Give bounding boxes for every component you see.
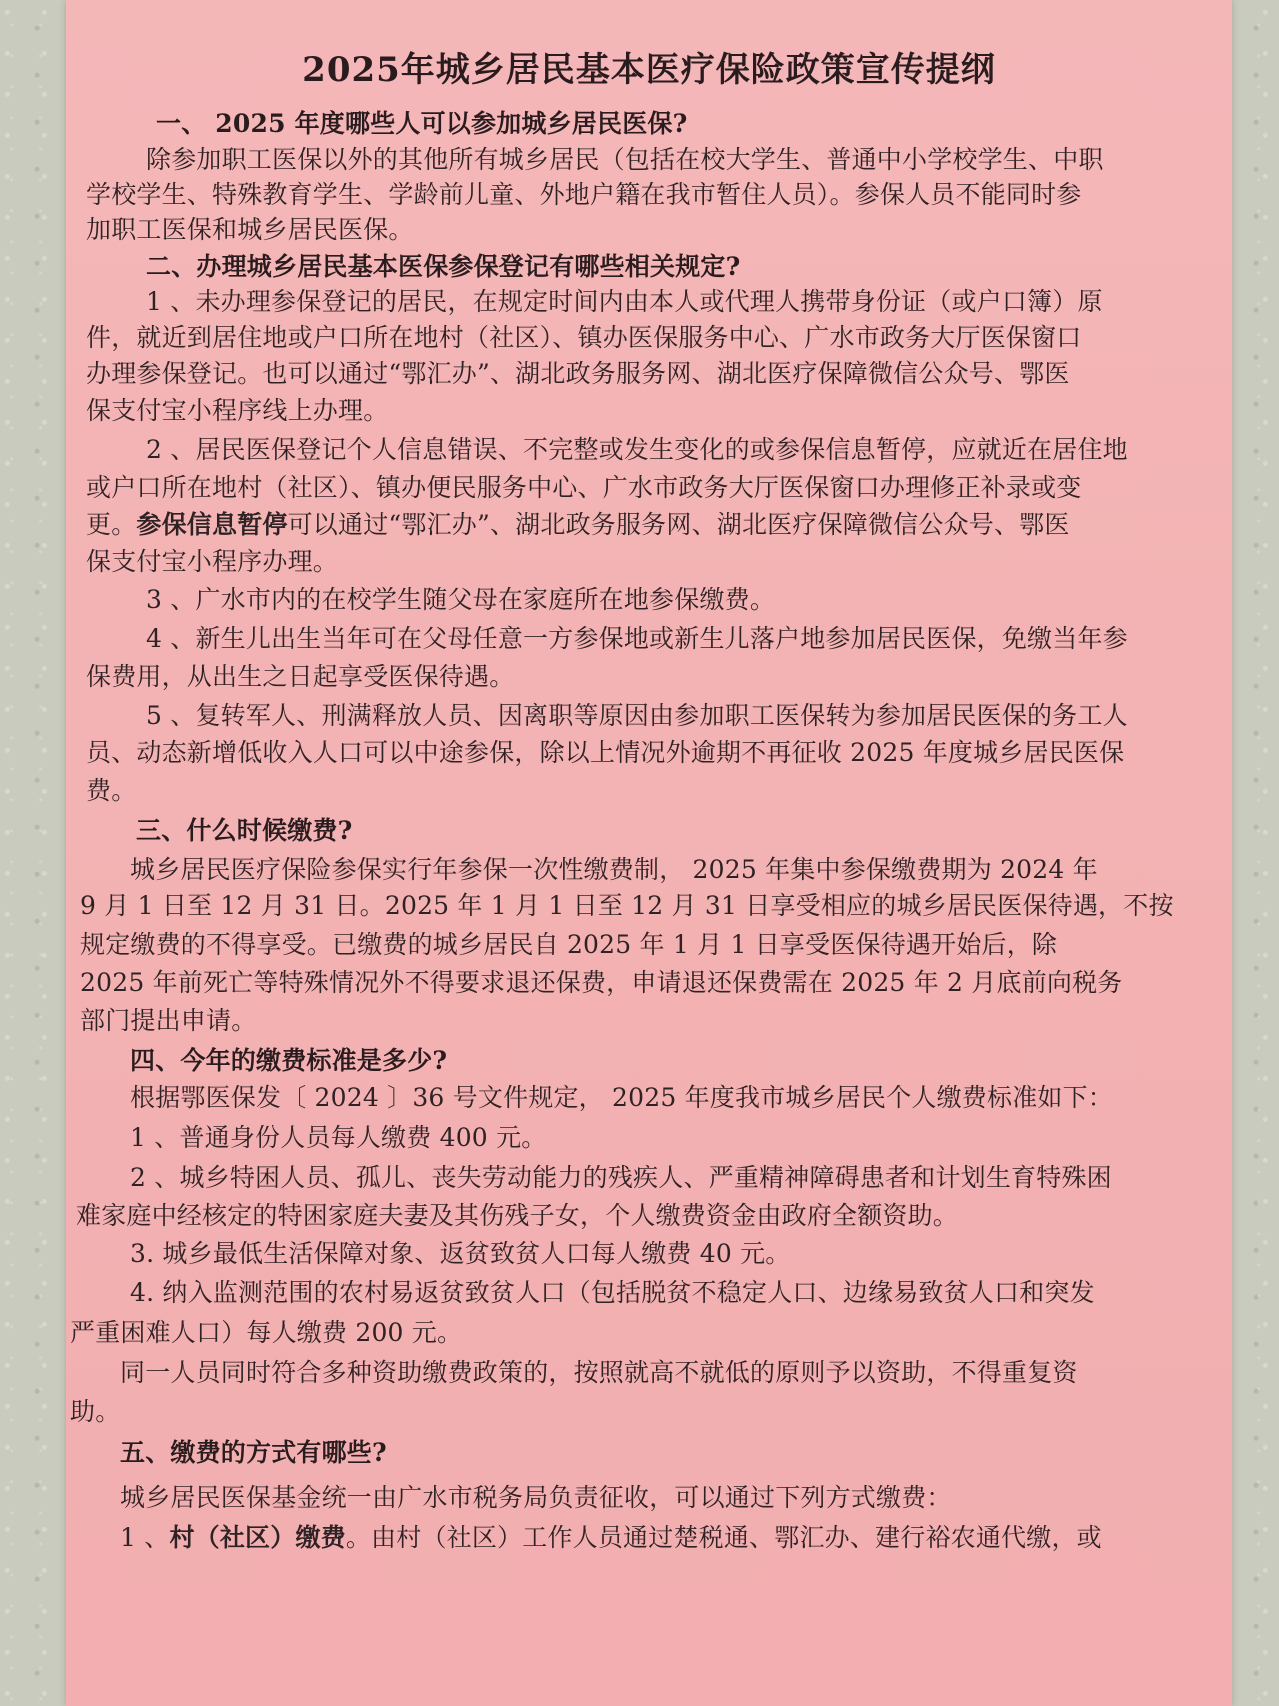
line-text: 同一人员同时符合多种资助缴费政策的，按照就高不就低的原则予以资助，不得重复资 xyxy=(120,1358,1078,1387)
line-text: 或户口所在地村（社区）、镇办便民服务中心、广水市政务大厅医保窗口办理修正补录或变 xyxy=(86,473,1082,502)
line-text: 部门提出申请。 xyxy=(80,1006,257,1035)
line-text: 五、缴费的方式有哪些? xyxy=(120,1438,387,1467)
text-line xyxy=(120,1516,1102,1560)
policy-sheet xyxy=(66,0,1232,1706)
emphasis-text: 村（社区）缴费 xyxy=(169,1523,346,1552)
line-text: 4. 纳入监测范围的农村易返贫致贫人口（包括脱贫不稳定人口、边缘易致贫人口和突发 xyxy=(130,1278,1095,1307)
line-text: 难家庭中经核定的特困家庭夫妻及其伤残子女，个人缴费资金由政府全额资助。 xyxy=(76,1201,959,1230)
line-text: 员、动态新增低收入人口可以中途参保，除以上情况外逾期不再征收 2025 年度城乡居民医保 xyxy=(86,738,1125,767)
line-text: 保费用，从出生之日起享受医保待遇。 xyxy=(86,662,515,691)
section-heading xyxy=(136,809,352,853)
line-text: 2 、居民医保登记个人信息错误、不完整或发生变化的或参保信息暂停，应就近在居住地 xyxy=(146,435,1128,464)
line-text: 费。 xyxy=(86,776,137,805)
line-text: 一、 2025 年度哪些人可以参加城乡居民医保? xyxy=(156,109,688,138)
text-line xyxy=(130,1116,546,1160)
line-text: 保支付宝小程序线上办理。 xyxy=(86,396,389,425)
text-line xyxy=(130,1271,1095,1315)
line-text: 助。 xyxy=(70,1397,121,1426)
line-text: 城乡居民医保基金统一由广水市税务局负责征收，可以通过下列方式缴费： xyxy=(120,1483,952,1512)
line-text: 5 、复转军人、刑满释放人员、因离职等原因由参加职工医保转为参加居民医保的务工人 xyxy=(146,701,1128,730)
text-line xyxy=(86,655,514,699)
text-line xyxy=(70,1390,120,1434)
line-text: 2025 年前死亡等特殊情况外不得要求退还保费，申请退还保费需在 2025 年 2 月底前向税务 xyxy=(80,968,1123,997)
text-line xyxy=(86,389,388,433)
line-text: 加职工医保和城乡居民医保。 xyxy=(86,215,414,244)
line-text-continued: 。由村（社区）工作人员通过楚税通、鄂汇办、建行裕农通代缴，或 xyxy=(345,1523,1102,1552)
line-text: 学校学生、特殊教育学生、学龄前儿童、外地户籍在我市暂住人员）。参保人员不能同时参 xyxy=(86,180,1082,209)
line-text: 城乡居民医疗保险参保实行年参保一次性缴费制， 2025 年集中参保缴费期为 2024 年 xyxy=(130,855,1098,884)
line-text: 二、办理城乡居民基本医保参保登记有哪些相关规定? xyxy=(146,252,741,281)
line-text: 四、今年的缴费标准是多少? xyxy=(130,1046,448,1075)
text-line xyxy=(86,769,136,813)
line-text: 规定缴费的不得享受。已缴费的城乡居民自 2025 年 1 月 1 日享受医保待遇开始后，除 xyxy=(80,930,1058,959)
text-line xyxy=(80,884,1174,928)
line-text: 2 、城乡特困人员、孤儿、丧失劳动能力的残疾人、严重精神障碍患者和计划生育特殊困 xyxy=(130,1163,1112,1192)
text-line xyxy=(80,999,256,1043)
line-text: 3 、广水市内的在校学生随父母在家庭所在地参保缴费。 xyxy=(146,585,776,614)
text-line xyxy=(120,1351,1078,1395)
line-text: 更。 xyxy=(86,510,137,539)
line-text: 严重困难人口）每人缴费 200 元。 xyxy=(70,1318,463,1347)
line-text: 1 、 xyxy=(120,1523,170,1552)
text-line xyxy=(146,578,775,622)
line-text: 3. 城乡最低生活保障对象、返贫致贫人口每人缴费 40 元。 xyxy=(130,1239,791,1268)
line-text: 件，就近到居住地或户口所在地村（社区）、镇办医保服务中心、广水市政务大厅医保窗口 xyxy=(86,323,1082,352)
section-heading xyxy=(120,1431,387,1475)
line-text: 9 月 1 日至 12 月 31 日。2025 年 1 月 1 日至 12 月 31 日享受相应的城乡居民医保待遇，不按 xyxy=(80,891,1174,920)
text-line xyxy=(130,1232,791,1276)
line-text: 4 、新生儿出生当年可在父母任意一方参保地或新生儿落户地参加居民医保，免缴当年参 xyxy=(146,624,1128,653)
text-line xyxy=(70,1311,462,1355)
line-text: 办理参保登记。也可以通过“鄂汇办”、湖北政务服务网、湖北医疗保障微信公众号、鄂医 xyxy=(86,359,1070,388)
text-line xyxy=(130,1076,1113,1120)
document-title: 2025年城乡居民基本医疗保险政策宣传提纲 xyxy=(302,50,996,90)
text-line xyxy=(120,1476,952,1520)
line-text: 根据鄂医保发〔 2024 〕36 号文件规定， 2025 年度我市城乡居民个人缴费标准如下： xyxy=(130,1083,1113,1112)
line-text: 除参加职工医保以外的其他所有城乡居民（包括在校大学生、普通中小学校学生、中职 xyxy=(146,145,1104,174)
line-text: 1 、未办理参保登记的居民，在规定时间内由本人或代理人携带身份证（或户口簿）原 xyxy=(146,287,1103,316)
line-text: 1 、普通身份人员每人缴费 400 元。 xyxy=(130,1123,547,1152)
line-text-continued: 可以通过“鄂汇办”、湖北政务服务网、湖北医疗保障微信公众号、鄂医 xyxy=(287,510,1070,539)
emphasis-text: 参保信息暂停 xyxy=(136,510,288,539)
text-line xyxy=(86,731,1124,775)
line-text: 三、什么时候缴费? xyxy=(136,816,353,845)
line-text: 保支付宝小程序办理。 xyxy=(86,547,339,576)
